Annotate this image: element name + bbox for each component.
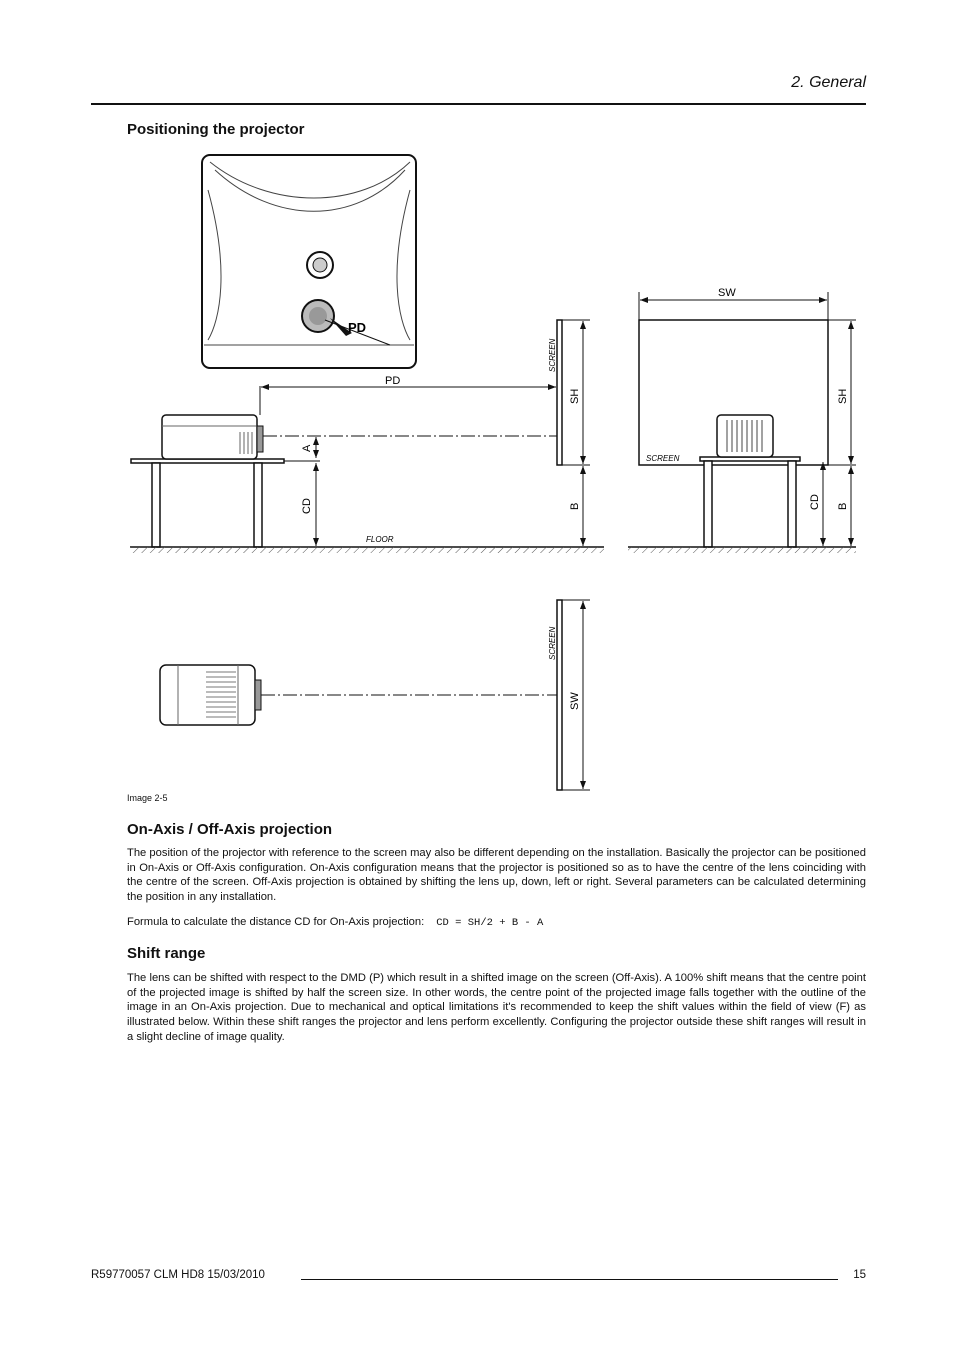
cd-label-front: CD — [809, 494, 821, 510]
front-view — [628, 287, 856, 553]
positioning-figure — [120, 150, 870, 800]
footer-doc-info: R59770057 CLM HD8 15/03/2010 — [91, 1269, 265, 1281]
screen-label-top: SCREEN — [548, 626, 557, 660]
screen-label-front: SCREEN — [646, 454, 680, 463]
section-title-axis: On-Axis / Off-Axis projection — [127, 821, 333, 838]
sh-label-front: SH — [837, 388, 849, 404]
b-label-side: B — [569, 502, 581, 510]
shift-paragraph: The lens can be shifted with respect to the DMD (P) which result in a shifted image on the screen (Off-Axis). A 100% shift means that the centre point of the projected image is shifted by half the screen size. In other words, the centre point of the projected image falls together with the outline of the image in an On-Axis projection. Due to mechanical and optical limitations it's recommended to keep the shift values within the field of view (F) as illustrated below. Within these shift ranges the projector and lens perform excellently. Configuring the projector outside these shift ranges will result in a slight decline of image quality. — [127, 972, 866, 1043]
page-footer — [91, 1269, 866, 1285]
formula: CD = SH/2 + B - A — [436, 917, 544, 929]
cd-label-side: CD — [301, 498, 313, 514]
a-label: A — [301, 444, 313, 452]
formula-intro: Formula to calculate the distance CD for On-Axis projection: — [127, 916, 425, 928]
section-title-positioning: Positioning the projector — [127, 121, 305, 138]
top-view — [160, 600, 590, 790]
pd-label-lens: PD — [348, 320, 367, 335]
sh-label-side: SH — [569, 388, 581, 404]
header-rule — [91, 103, 866, 105]
chapter-title: 2. General — [791, 74, 866, 91]
section-title-shift: Shift range — [127, 945, 206, 962]
formula-line — [127, 915, 866, 931]
b-label-front: B — [837, 502, 849, 510]
lens-detail — [202, 155, 416, 368]
sw-label-front: SW — [718, 287, 736, 299]
axis-paragraph: The position of the projector with reference to the screen may also be different depending on the installation. Basically the projector can be positioned in On-Axis or Off-Axis configuration. On-Axis configuration means that the projector is positioned so as to have the centre of the lens coinciding with the centre of the screen. Off-Axis projection is obtained by shifting the lens up, down, left or right. Several parameters can be calculated determining the position in any installation. — [127, 847, 866, 904]
footer-rule — [301, 1279, 838, 1280]
sw-label-top: SW — [569, 692, 581, 710]
screen-label-side: SCREEN — [548, 338, 557, 372]
figure-caption: Image 2-5 — [127, 793, 168, 803]
pd-label: PD — [385, 375, 401, 387]
floor-label: FLOOR — [366, 535, 394, 544]
page-number: 15 — [853, 1269, 866, 1281]
